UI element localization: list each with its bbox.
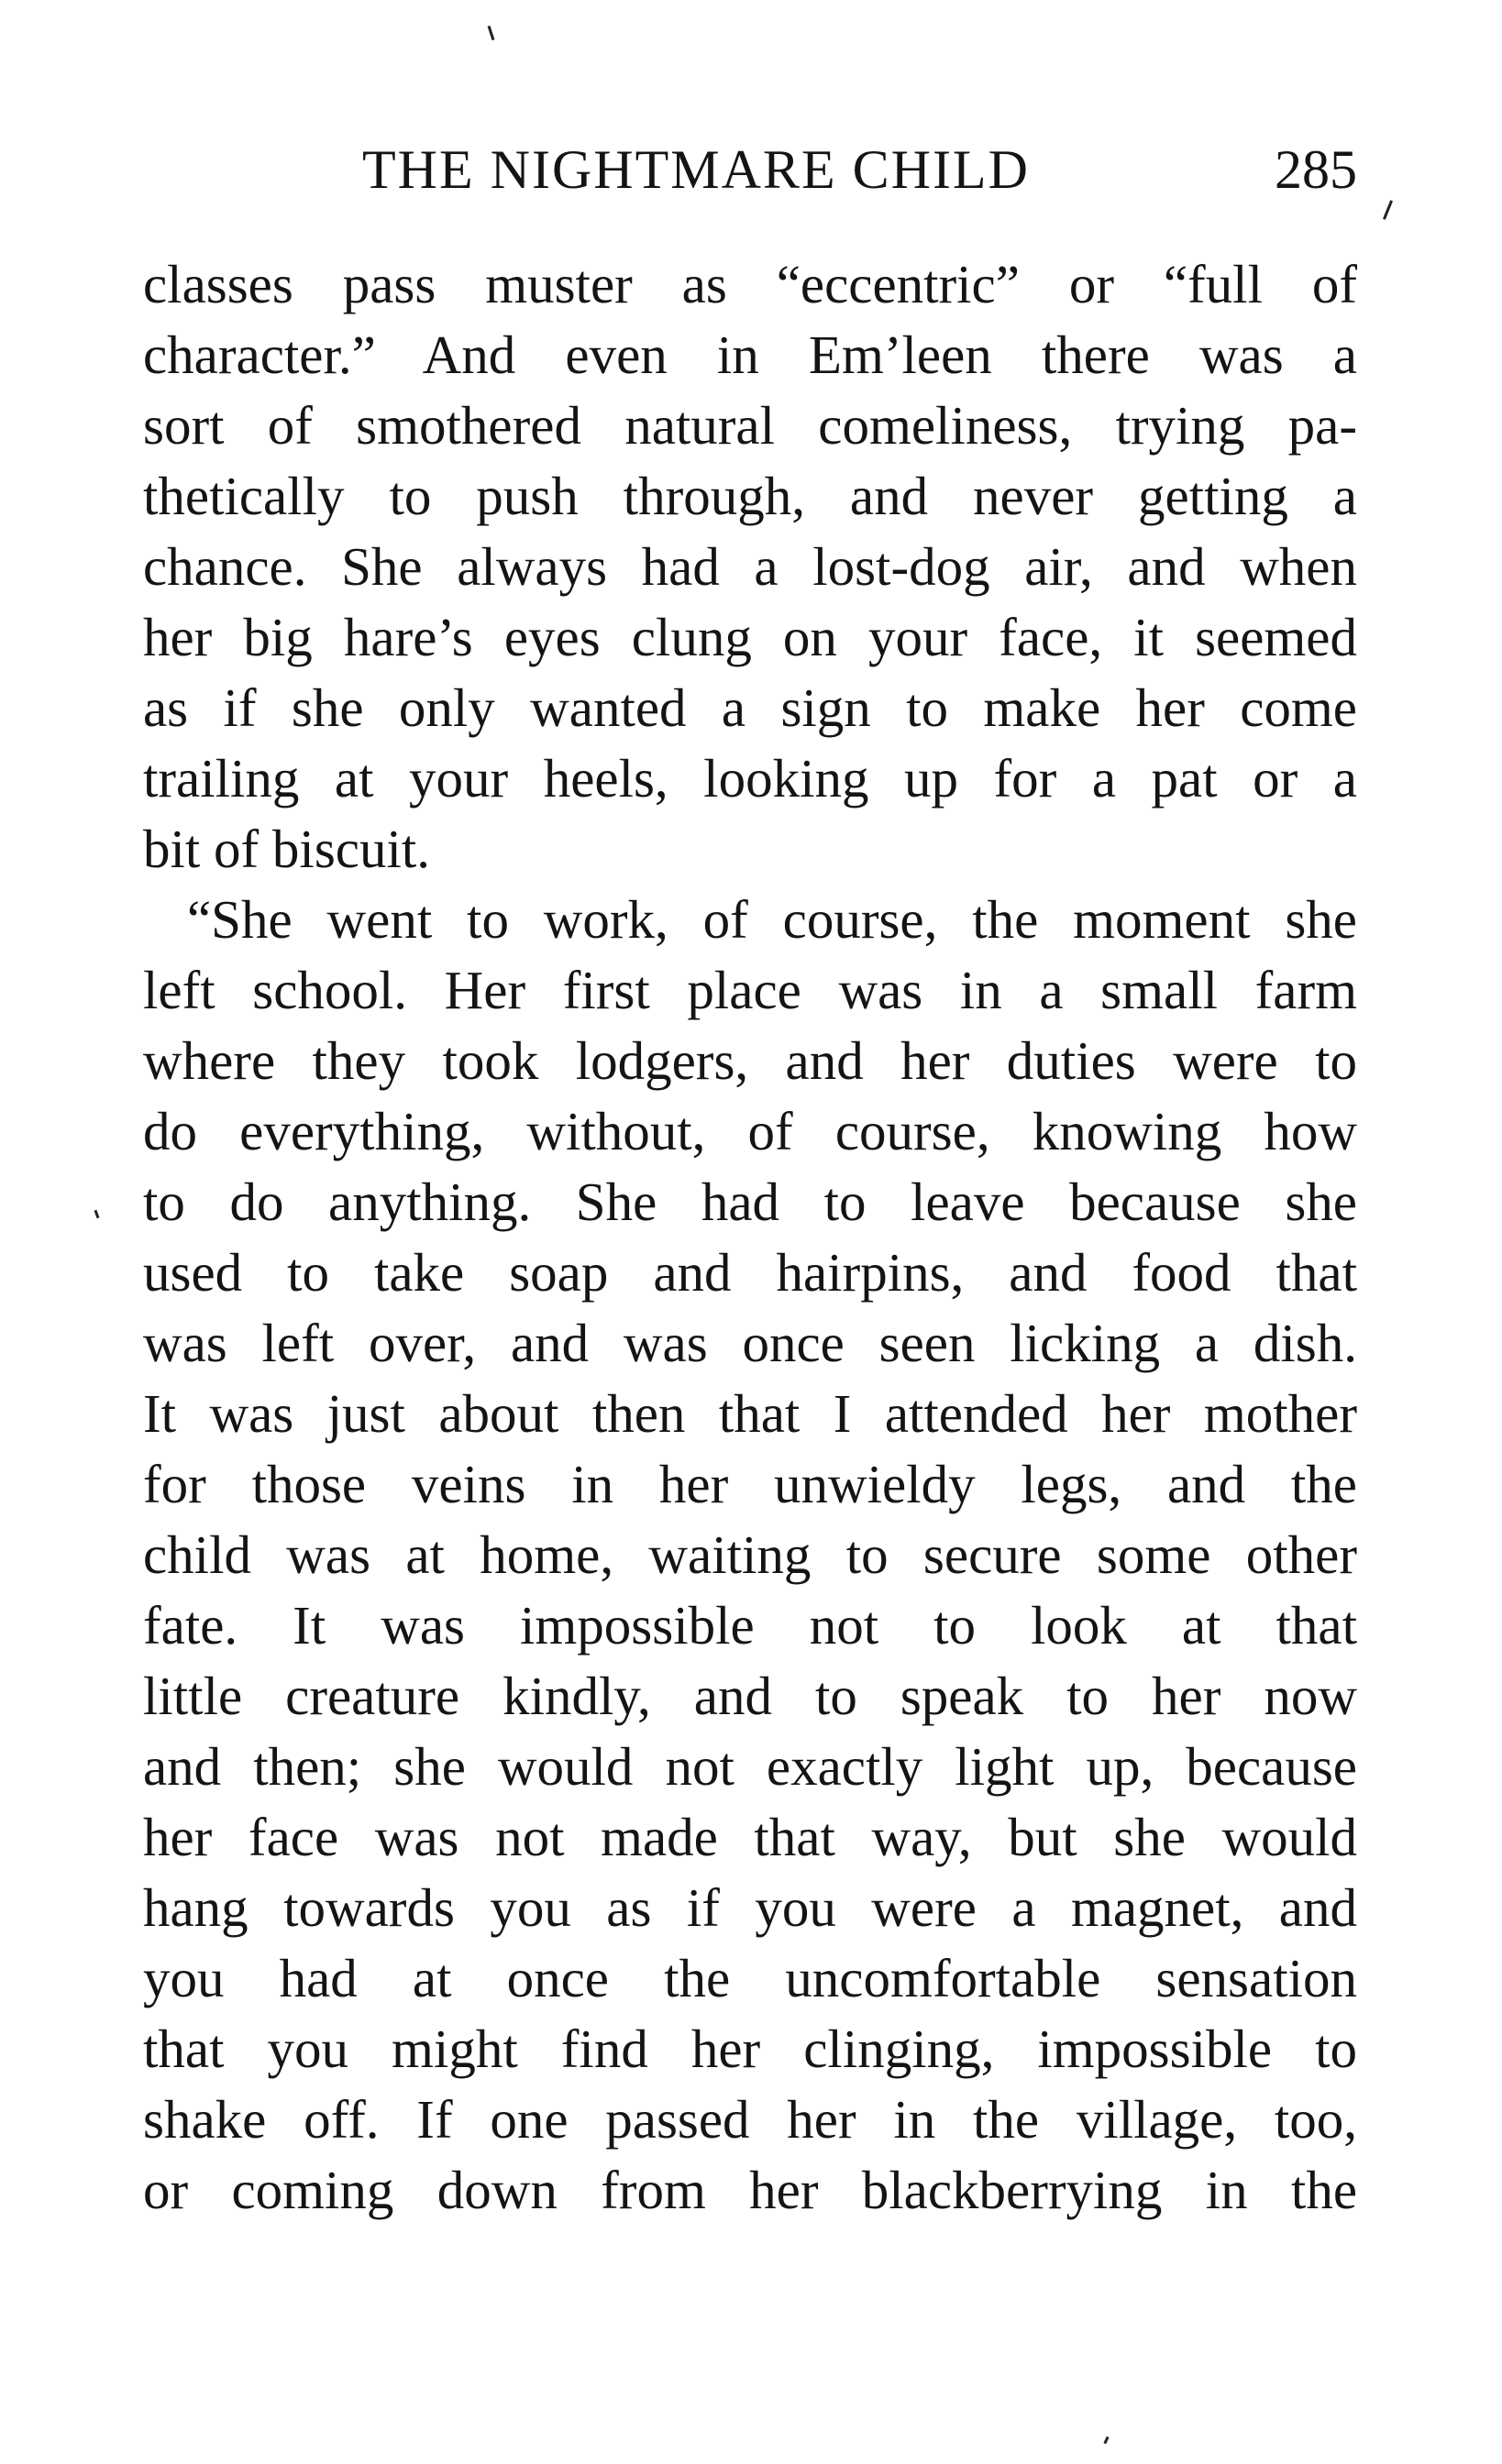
text-line: child was at home, waiting to secure some other [143, 1524, 1357, 1585]
text-line: her big hare’s eyes clung on your face, it seemed [143, 607, 1357, 667]
text-line: where they took lodgers, and her duties were to [143, 1030, 1357, 1091]
text-line: fate. It was impossible not to look at that [143, 1595, 1357, 1656]
text-line: It was just about then that I attended her mother [143, 1383, 1357, 1444]
text-line: shake off. If one passed her in the village, too, [143, 2089, 1357, 2150]
page-header [0, 128, 1502, 211]
text-line: character.” And even in Em’leen there was a [143, 324, 1357, 385]
scan-speck [94, 1210, 100, 1218]
scan-speck [1103, 2436, 1109, 2445]
running-title: THE NIGHTMARE CHILD [362, 139, 1030, 200]
text-line: hang towards you as if you were a magnet, and [143, 1877, 1357, 1938]
text-line: left school. Her first place was in a small farm [143, 960, 1357, 1020]
text-line: you had at once the uncomfortable sensation [143, 1948, 1357, 2008]
body-text [143, 249, 1357, 2226]
text-line: used to take soap and hairpins, and food that [143, 1242, 1357, 1303]
text-line: to do anything. She had to leave because she [143, 1172, 1357, 1232]
text-line: classes pass muster as “eccentric” or “full of [143, 254, 1357, 314]
scan-speck [488, 26, 495, 40]
text-line: thetically to push through, and never getting a [143, 466, 1357, 526]
text-line: for those veins in her unwieldy legs, and the [143, 1454, 1357, 1514]
text-line: as if she only wanted a sign to make her come [143, 677, 1357, 738]
text-line: bit of biscuit. [143, 819, 431, 879]
text-line: sort of smothered natural comeliness, trying pa- [143, 395, 1357, 456]
text-line: her face was not made that way, but she would [143, 1807, 1357, 1867]
text-line: “She went to work, of course, the moment she [187, 889, 1357, 950]
text-line: and then; she would not exactly light up, because [143, 1736, 1357, 1797]
text-line: do everything, without, of course, knowing how [143, 1101, 1357, 1161]
page-number: 285 [1275, 139, 1357, 200]
text-line: trailing at your heels, looking up for a pat or a [143, 748, 1357, 808]
text-line: chance. She always had a lost-dog air, and when [143, 536, 1357, 597]
text-line: that you might find her clinging, impossible to [143, 2018, 1357, 2079]
text-line: or coming down from her blackberrying in the [143, 2160, 1357, 2220]
text-line: was left over, and was once seen licking a dish. [143, 1313, 1357, 1373]
text-line: little creature kindly, and to speak to her now [143, 1666, 1357, 1726]
